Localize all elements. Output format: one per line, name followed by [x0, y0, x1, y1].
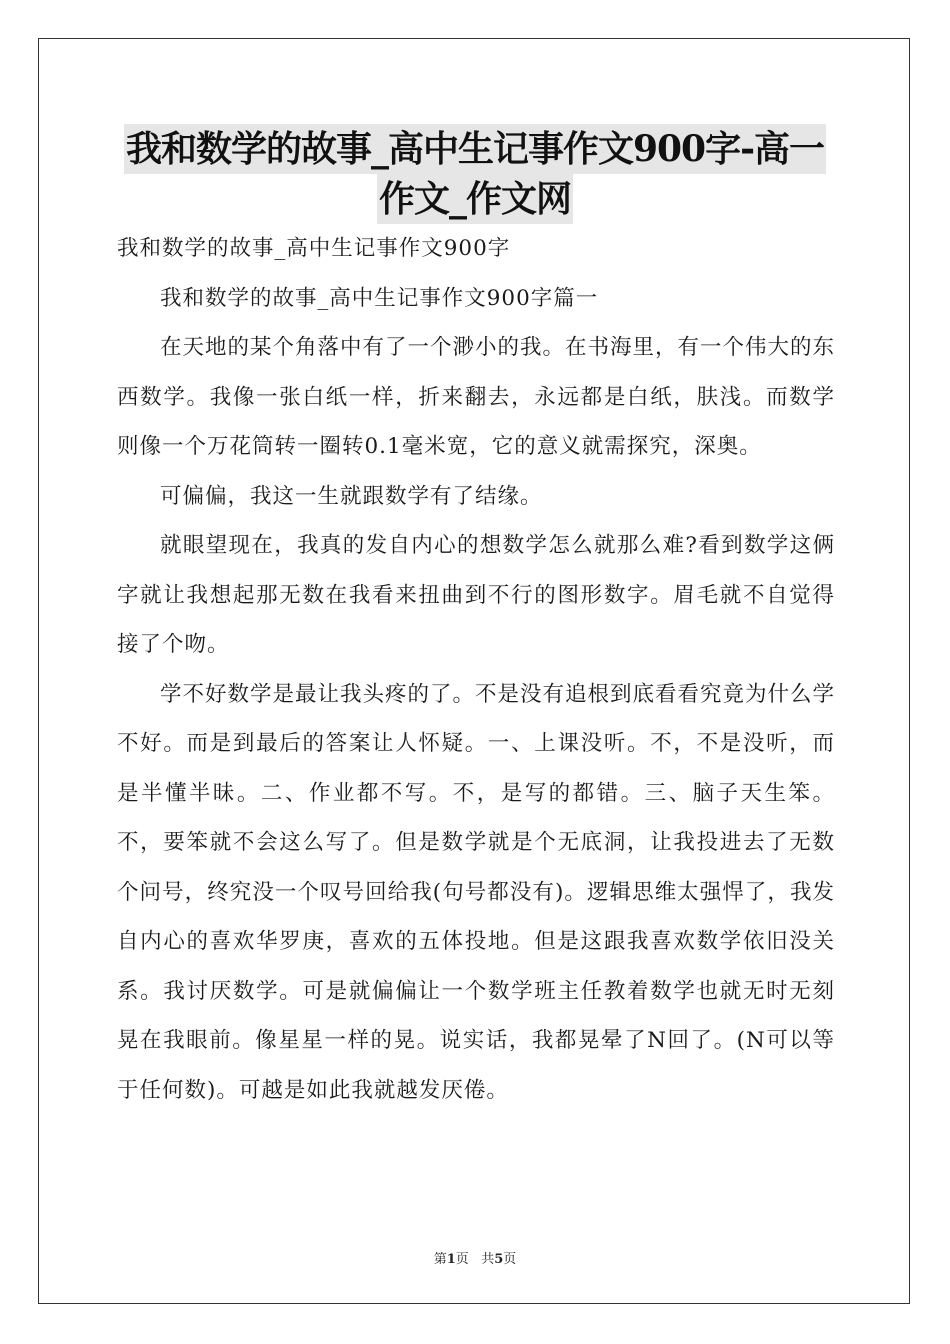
total-suffix: 页 [503, 1252, 517, 1267]
page-prefix: 第 [433, 1252, 447, 1267]
document-title [70, 124, 880, 224]
body-paragraph: 在天地的某个角落中有了一个渺小的我。在书海里，有一个伟大的东西数学。我像一张白纸一样，折来翻去，永远都是白纸，肤浅。而数学则像一个万花筒转一圈转0.1毫米宽，它的意义就需探究，深奥。 [117, 335, 836, 459]
body-paragraph: 学不好数学是最让我头疼的了。不是没有追根到底看看究竟为什么学不好。而是到最后的答案让人怀疑。一、上课没听。不，不是没听，而是半懂半昧。二、作业都不写。不，是写的都错。三、脑子天生笨。不，要笨就不会这么写了。但是数学就是个无底洞，让我投进去了无数个问号，终究没一个叹号回给我(句号都没有)。逻辑思维太强悍了，我发自内心的喜欢华罗庚，喜欢的五体投地。但是这跟我喜欢数学依旧没关系。我讨厌数学。可是就偏偏让一个数学班主任教着数学也就无时无刻晃在我眼前。像星星一样的晃。说实话，我都晃晕了N回了。(N可以等于任何数)。可越是如此我就越发厌倦。 [117, 681, 836, 1103]
title-line-2: 作文_作文网 [377, 174, 573, 224]
current-page-number: 1 [446, 1252, 456, 1267]
subtitle-paragraph: 我和数学的故事_高中生记事作文900字 [117, 236, 511, 261]
total-prefix: 共 [481, 1252, 495, 1267]
body-paragraph: 就眼望现在，我真的发自内心的想数学怎么就那么难?看到数学这俩字就让我想起那无数在我看来扭曲到不行的图形数字。眉毛就不自觉得接了个吻。 [117, 533, 835, 657]
section-heading: 我和数学的故事_高中生记事作文900字篇一 [160, 285, 599, 311]
page-footer [0, 1248, 950, 1267]
page-suffix: 页 [455, 1252, 469, 1267]
document-body [117, 224, 835, 1115]
title-line-1: 我和数学的故事_高中生记事作文900字-高一 [124, 124, 826, 174]
total-page-number: 5 [494, 1252, 504, 1267]
body-paragraph: 可偏偏，我这一生就跟数学有了结缘。 [160, 483, 543, 509]
